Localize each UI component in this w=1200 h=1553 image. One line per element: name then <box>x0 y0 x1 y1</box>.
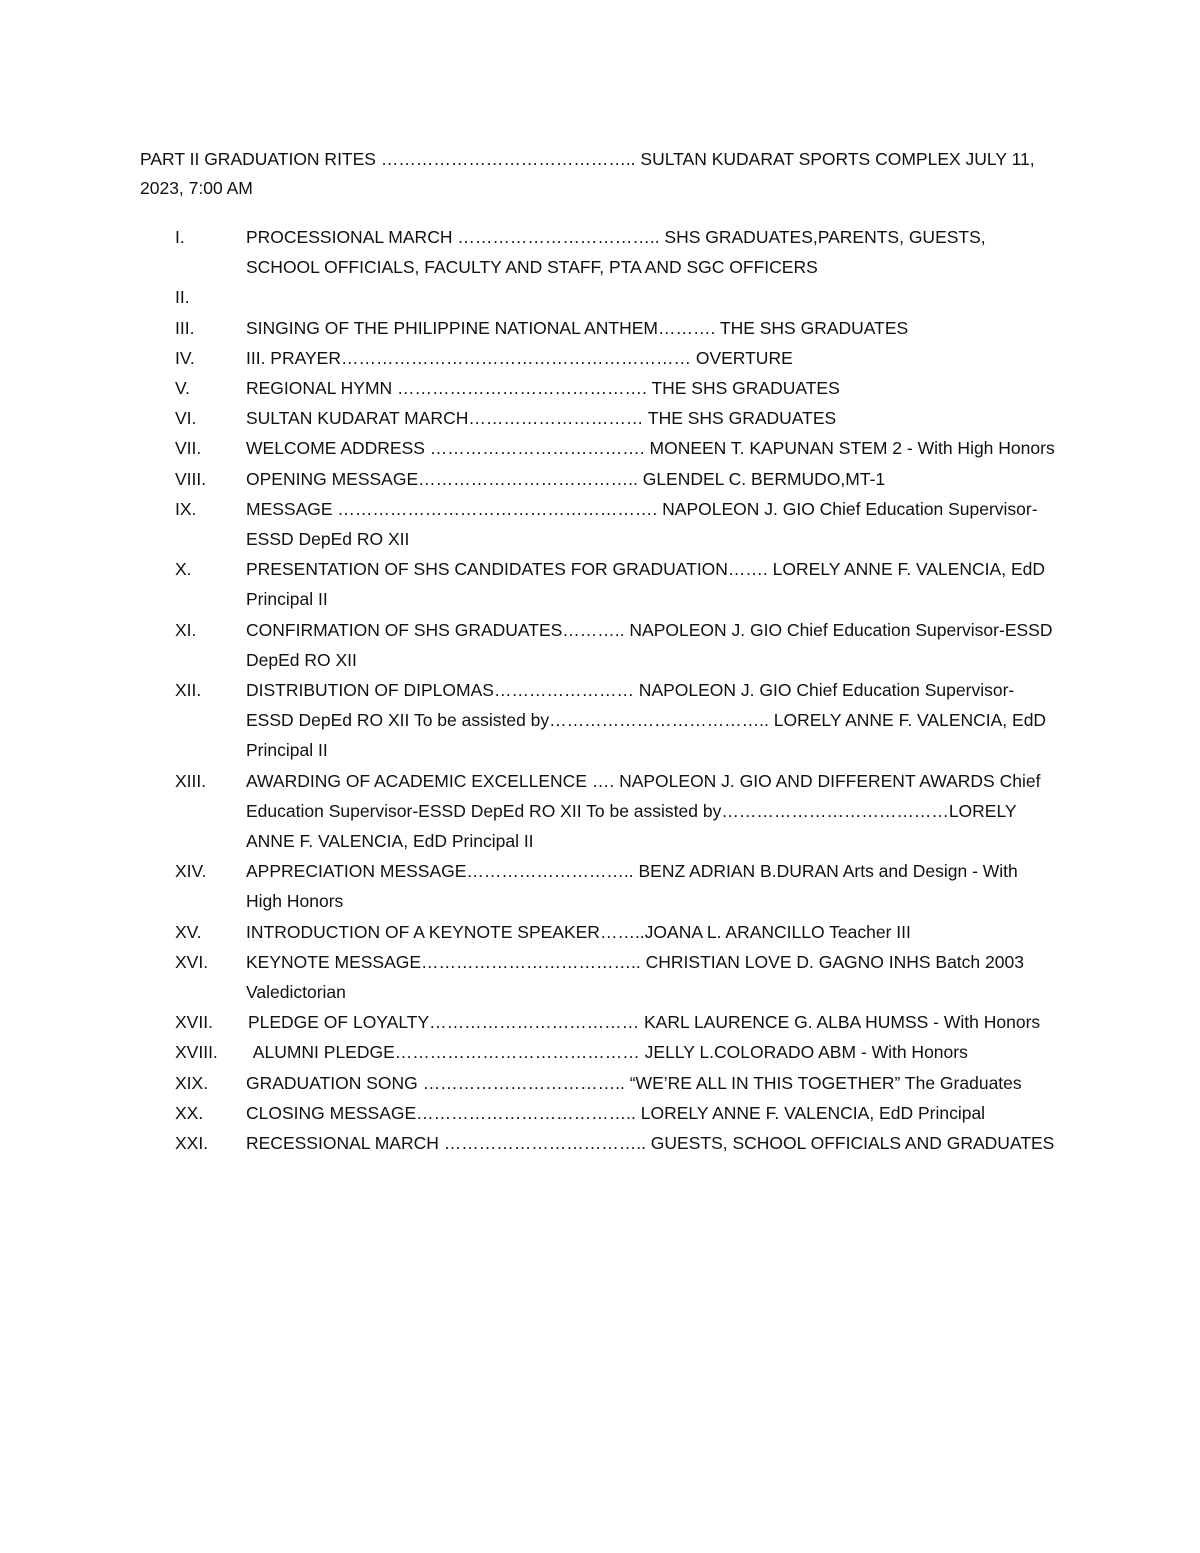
program-item-text: RECESSIONAL MARCH …………………………….. GUESTS, SCHOOL OFFICIALS AND GRADUATES <box>246 1133 1055 1154</box>
program-item <box>140 433 1080 463</box>
program-item-number: II. <box>175 287 190 308</box>
program-item-text: REGIONAL HYMN ……………………………………. THE SHS GRADUATES <box>246 378 840 399</box>
program-item-number: V. <box>175 378 190 399</box>
program-item <box>140 947 1080 1007</box>
program-item-text: PROCESSIONAL MARCH …………………………….. SHS GRADUATES,PARENTS, GUESTS, SCHOOL OFFICIALS, FACULTY AND STAFF, PTA AND SGC OFFICERS <box>246 227 986 278</box>
program-item-number: XV. <box>175 921 202 942</box>
program-item-number: VII. <box>175 438 202 459</box>
program-item-text: SULTAN KUDARAT MARCH………………………… THE SHS GRADUATES <box>246 408 837 429</box>
program-item-number: IV. <box>175 347 195 368</box>
program-item <box>140 464 1080 494</box>
program-item <box>140 917 1080 947</box>
program-item <box>140 856 1080 916</box>
program-list <box>140 222 1080 1158</box>
program-item <box>140 403 1080 433</box>
program-item-text: WELCOME ADDRESS ………………………………. MONEEN T. KAPUNAN STEM 2 - With High Honors <box>246 438 1055 459</box>
program-item-text: SINGING OF THE PHILIPPINE NATIONAL ANTHEM………. THE SHS GRADUATES <box>246 317 909 338</box>
program-item <box>140 1068 1080 1098</box>
program-item <box>140 554 1080 614</box>
program-item <box>140 222 1080 282</box>
document-heading: PART II GRADUATION RITES …………………………………….. SULTAN KUDARAT SPORTS COMPLEX JULY 11, 2023, 7:00 AM <box>140 149 1035 198</box>
program-item-text: GRADUATION SONG …………………………….. “WE’RE ALL IN THIS TOGETHER” The Graduates <box>246 1072 1022 1093</box>
program-item-text: MESSAGE ………………………………………………. NAPOLEON J. GIO Chief Education Supervisor-ESSD DepEd RO XII <box>246 498 1038 550</box>
program-item <box>140 1037 1080 1067</box>
program-item <box>140 1098 1080 1128</box>
program-item-number: XVI. <box>175 951 209 972</box>
program-item-text: INTRODUCTION OF A KEYNOTE SPEAKER……..JOANA L. ARANCILLO Teacher III <box>246 921 911 942</box>
program-item-number: VIII. <box>175 468 207 489</box>
program-item-number: I. <box>175 227 185 247</box>
program-item-text: PRESENTATION OF SHS CANDIDATES FOR GRADUATION……. LORELY ANNE F. VALENCIA, EdD Principal II <box>246 559 1045 610</box>
program-item-number: XVII. <box>175 1012 213 1033</box>
program-item-number: X. <box>175 559 192 580</box>
program-item-number: XVIII. <box>175 1042 218 1063</box>
program-item-text: AWARDING OF ACADEMIC EXCELLENCE …. NAPOLEON J. GIO AND DIFFERENT AWARDS Chief Education Supervisor-ESSD DepEd RO XII To be assisted by…………………………………LORELY ANNE F. VALENCIA, EdD Principal II <box>246 770 1041 852</box>
program-item-number: XII. <box>175 680 202 701</box>
program-item <box>140 494 1080 554</box>
program-item-number: IX. <box>175 498 197 519</box>
program-item-number: XXI. <box>175 1133 209 1154</box>
program-item-text: III. PRAYER…………………………………………………… OVERTURE <box>246 347 793 368</box>
program-item-number: XIV. <box>175 861 207 882</box>
program-item <box>140 615 1080 675</box>
program-item-text: CLOSING MESSAGE……………………………….. LORELY ANNE F. VALENCIA, EdD Principal <box>246 1102 986 1123</box>
program-item-number: XIX. <box>175 1072 209 1093</box>
program-item-text: CONFIRMATION OF SHS GRADUATES……….. NAPOLEON J. GIO Chief Education Supervisor-ESSD DepEd RO XII <box>246 619 1053 670</box>
program-item-text: DISTRIBUTION OF DIPLOMAS…………………… NAPOLEON J. GIO Chief Education Supervisor-ESSD DepEd RO XII To be assisted by……………………………….. LORELY ANNE F. VALENCIA, EdD Principal II <box>246 680 1047 761</box>
program-item-text: KEYNOTE MESSAGE……………………………….. CHRISTIAN LOVE D. GAGNO INHS Batch 2003 Valedictorian <box>246 951 1024 1003</box>
program-item-text: ALUMNI PLEDGE…………………………………… JELLY L.COLORADO ABM - With Honors <box>252 1042 968 1063</box>
program-item-text: APPRECIATION MESSAGE……………………….. BENZ ADRIAN B.DURAN Arts and Design - With High Honors <box>246 861 1018 912</box>
program-item-number: XX. <box>175 1102 204 1123</box>
program-item <box>140 343 1080 373</box>
program-item <box>140 1007 1080 1037</box>
program-item-number: VI. <box>175 408 197 429</box>
program-item-text: PLEDGE OF LOYALTY……………………………… KARL LAURENCE G. ALBA HUMSS - With Honors <box>247 1012 1041 1033</box>
program-item-number: III. <box>175 317 195 338</box>
program-item <box>140 313 1080 343</box>
program-item <box>140 373 1080 403</box>
program-item-number: XIII. <box>175 770 207 791</box>
program-item-number: XI. <box>175 619 197 640</box>
program-item <box>140 766 1080 857</box>
program-item <box>140 1128 1080 1158</box>
program-item <box>140 282 1080 312</box>
program-item-text <box>246 282 1058 312</box>
program-item <box>140 675 1080 766</box>
program-item-text: OPENING MESSAGE……………………………….. GLENDEL C. BERMUDO,MT-1 <box>246 468 886 489</box>
